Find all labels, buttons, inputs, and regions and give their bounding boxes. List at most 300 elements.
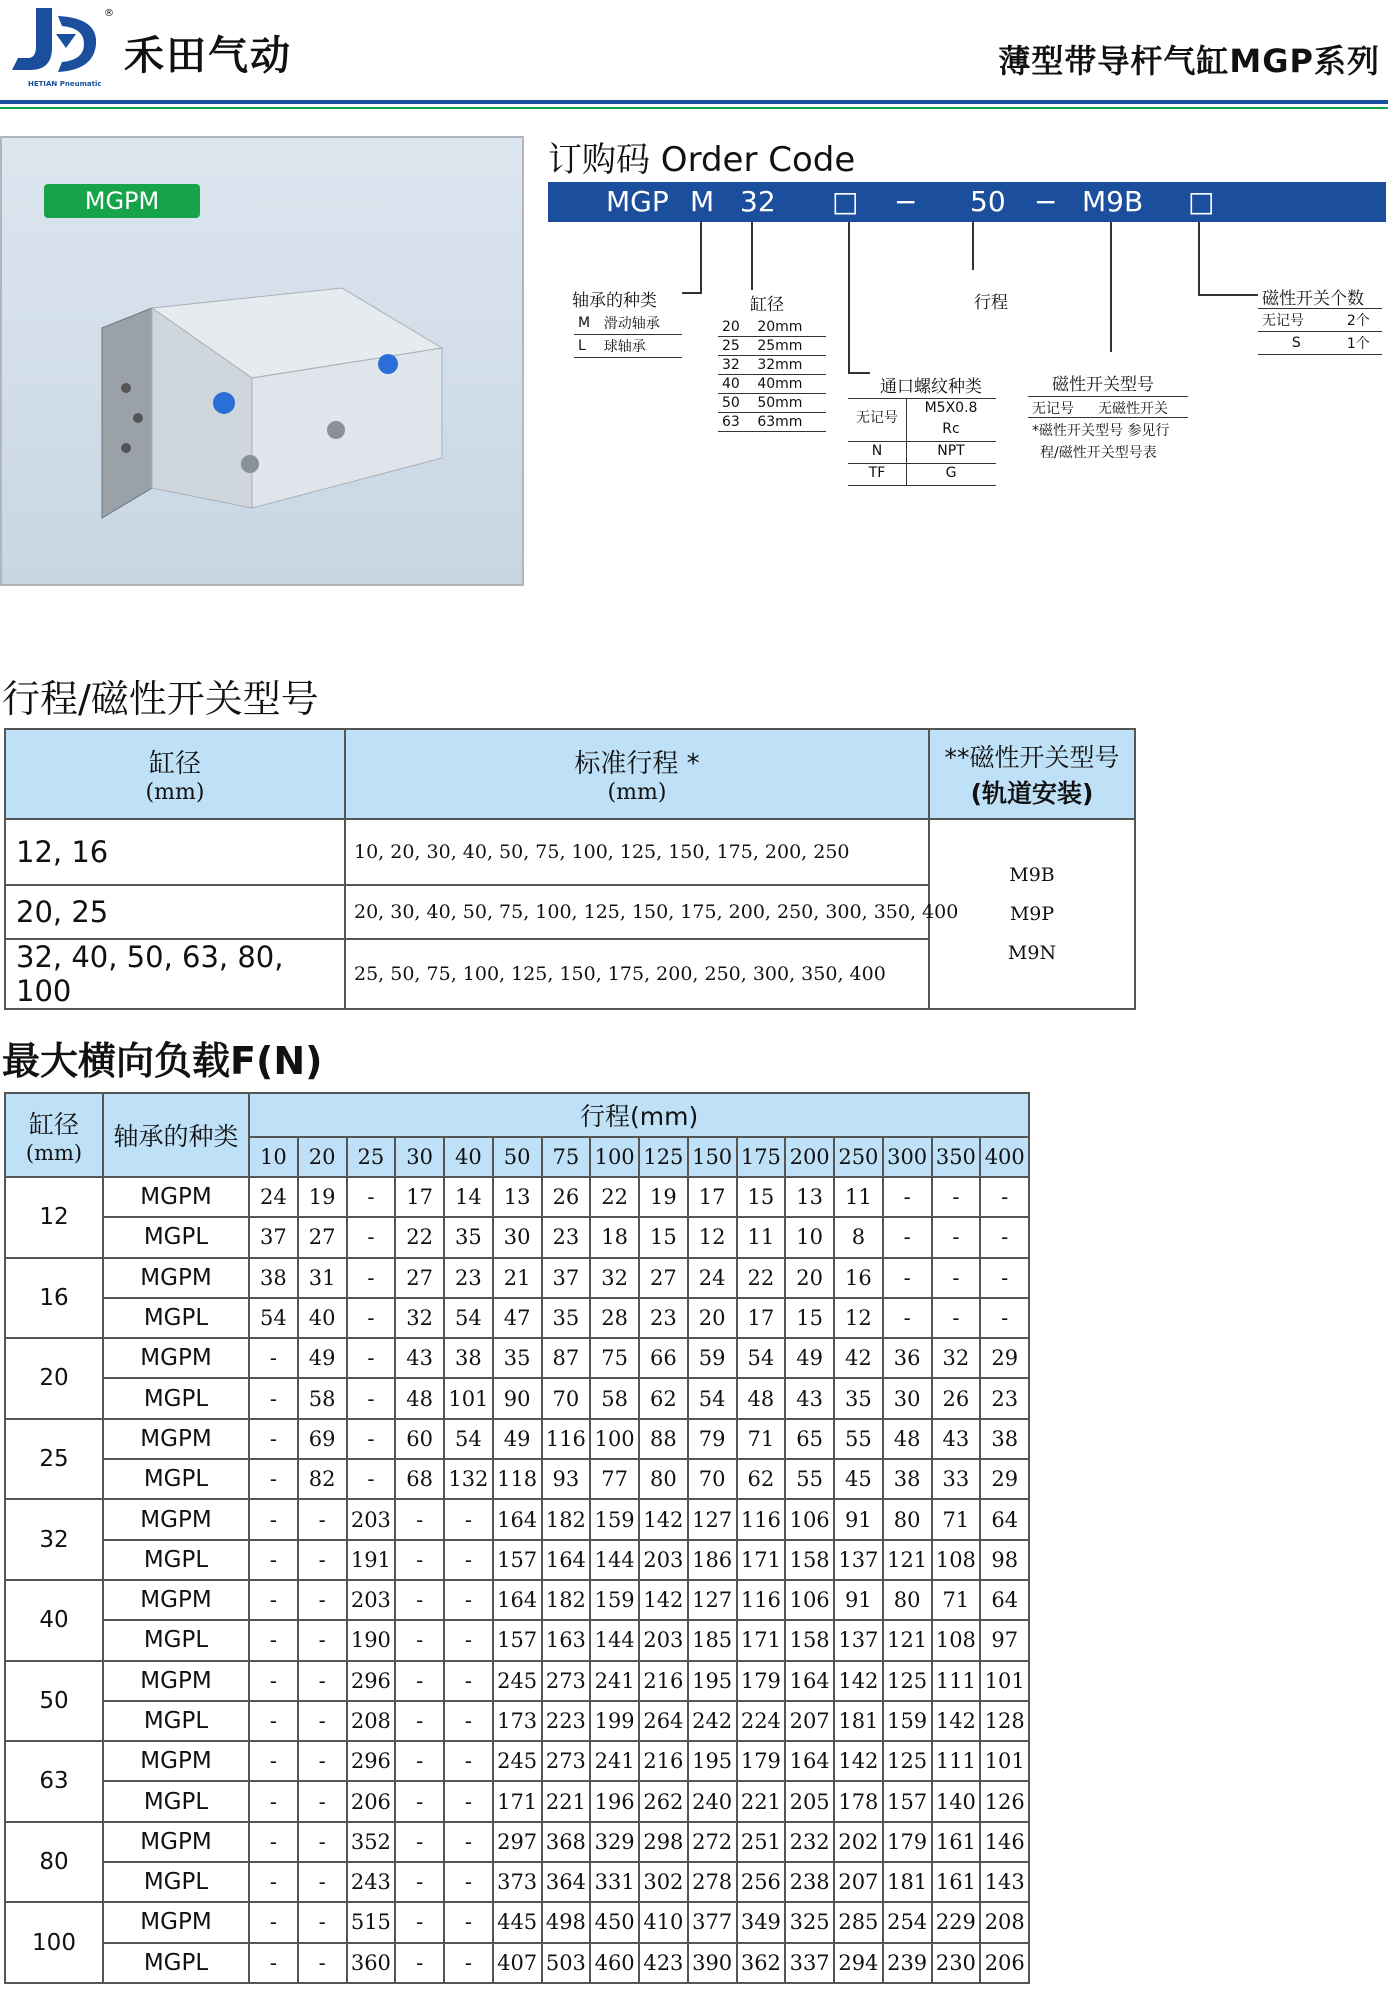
load-value: - [932,1217,981,1257]
port-code: TF [868,465,886,481]
load-bore: 63 [5,1741,103,1822]
load-bearing-type: MGPM [103,1580,249,1620]
load-value: 503 [542,1943,591,1983]
port-thread-value: Rc [942,421,960,437]
load-value: 37 [249,1217,298,1257]
table-row [5,1258,1029,1298]
load-bearing-type: MGPL [103,1298,249,1338]
load-value: 190 [347,1620,396,1660]
bore-code: 20 [718,318,753,337]
load-value: 240 [688,1781,737,1821]
table-row [5,1378,1029,1418]
load-value: 285 [834,1902,883,1942]
load-value: 242 [688,1701,737,1741]
load-value: 32 [395,1298,444,1338]
load-value: 118 [493,1459,542,1499]
hetian-logo-icon [6,4,106,84]
bore-value: 20mm [753,318,826,337]
load-value: 173 [493,1701,542,1741]
load-value: 182 [542,1499,591,1539]
load-value: 16 [834,1258,883,1298]
load-value: 100 [590,1419,639,1459]
port-rule [848,441,996,442]
load-value: - [298,1781,347,1821]
load-bore: 80 [5,1822,103,1903]
load-value: 29 [980,1459,1029,1499]
brand-english-name: HETIAN Pneumatic [28,80,102,88]
load-value: - [249,1781,298,1821]
load-value: - [444,1822,493,1862]
load-stroke-value: 350 [932,1137,981,1177]
load-value: - [249,1822,298,1862]
load-value: 410 [639,1902,688,1942]
load-value: 157 [493,1620,542,1660]
load-value: 55 [834,1419,883,1459]
load-value: - [980,1177,1029,1217]
bearing-code: L [574,335,600,358]
load-head-bore [5,1093,103,1177]
table-row [5,1620,1029,1660]
load-value: 38 [249,1258,298,1298]
load-value: - [395,1822,444,1862]
load-bearing-type: MGPM [103,1338,249,1378]
load-stroke-value: 400 [980,1137,1029,1177]
load-bore: 50 [5,1661,103,1742]
load-value: 27 [298,1217,347,1257]
load-value: 251 [737,1822,786,1862]
load-value: 254 [883,1902,932,1942]
load-value: - [249,1943,298,1983]
load-value: - [298,1540,347,1580]
stroke-row-values: 20, 30, 40, 50, 75, 100, 125, 150, 175, 200, 250, 300, 350, 400 [345,885,929,939]
load-value: 195 [688,1661,737,1701]
load-value: 203 [639,1620,688,1660]
code-switch-count: □ [1188,185,1215,218]
port-rule [848,485,996,486]
port-code: N [871,443,883,459]
count-value: 1个 [1335,332,1382,355]
load-value: 32 [932,1338,981,1378]
table-row [5,1902,1029,1942]
load-value: 157 [883,1781,932,1821]
load-value: 294 [834,1943,883,1983]
load-value: 216 [639,1661,688,1701]
load-value: 142 [639,1499,688,1539]
load-section-title: 最大横向负载F(N) [2,1039,323,1083]
load-value: 181 [834,1701,883,1741]
load-stroke-value: 300 [883,1137,932,1177]
load-value: 296 [347,1661,396,1701]
load-value: 390 [688,1943,737,1983]
load-value: - [347,1177,396,1217]
load-bearing-type: MGPM [103,1822,249,1862]
switch-count-table [1258,308,1382,355]
load-stroke-value: 250 [834,1137,883,1177]
load-value: 29 [980,1338,1029,1378]
load-bearing-type: MGPL [103,1943,249,1983]
leader-stroke [972,222,974,270]
load-value: 121 [883,1620,932,1660]
load-value: 35 [542,1298,591,1338]
load-value: 207 [834,1862,883,1902]
load-value: - [444,1580,493,1620]
load-value: 186 [688,1540,737,1580]
load-bearing-type: MGPM [103,1661,249,1701]
load-value: - [298,1499,347,1539]
load-value: 232 [785,1822,834,1862]
load-value: 93 [542,1459,591,1499]
load-stroke-value: 100 [590,1137,639,1177]
load-value: 43 [932,1419,981,1459]
stroke-row-bore: 32, 40, 50, 63, 80, 100 [5,939,345,1009]
load-value: 108 [932,1540,981,1580]
load-value: - [395,1943,444,1983]
load-value: - [347,1338,396,1378]
load-value: 35 [493,1338,542,1378]
load-value: - [395,1661,444,1701]
load-value: 164 [542,1540,591,1580]
leader-count [1198,222,1200,294]
load-value: 77 [590,1459,639,1499]
load-value: 106 [785,1580,834,1620]
load-bore: 12 [5,1177,103,1258]
bearing-type-table [574,312,682,358]
load-value: 70 [688,1459,737,1499]
load-value: 45 [834,1459,883,1499]
load-stroke-value: 150 [688,1137,737,1177]
load-value: 368 [542,1822,591,1862]
load-value: 8 [834,1217,883,1257]
order-code-title: 订购码 Order Code [548,140,856,180]
load-header-row [5,1093,1029,1137]
stroke-row-bore: 20, 25 [5,885,345,939]
load-value: 171 [493,1781,542,1821]
bore-code: 63 [718,413,753,432]
load-value: 111 [932,1741,981,1781]
load-value: 199 [590,1701,639,1741]
load-value: - [980,1298,1029,1338]
stroke-row-bore: 12, 16 [5,819,345,885]
load-value: 11 [737,1217,786,1257]
switch-none-desc: 无磁性开关 [1098,401,1168,417]
load-bearing-type: MGPL [103,1378,249,1418]
load-stroke-value: 25 [347,1137,396,1177]
load-value: - [249,1620,298,1660]
code-port-thread: □ [832,185,859,218]
load-bore: 16 [5,1258,103,1339]
load-value: 206 [980,1943,1029,1983]
stroke-switch-table [4,728,1136,1010]
code-bearing: M [690,185,715,218]
load-value: 128 [980,1701,1029,1741]
load-value: - [249,1378,298,1418]
load-value: - [298,1701,347,1741]
table-row [5,1943,1029,1983]
load-value: 224 [737,1701,786,1741]
load-value: - [395,1620,444,1660]
load-value: - [883,1177,932,1217]
load-value: 23 [444,1258,493,1298]
load-value: 35 [834,1378,883,1418]
load-value: 159 [590,1499,639,1539]
load-value: 273 [542,1741,591,1781]
load-value: 59 [688,1338,737,1378]
load-value: 146 [980,1822,1029,1862]
bore-code: 32 [718,356,753,375]
load-value: 23 [542,1217,591,1257]
stroke-row-values: 25, 50, 75, 100, 125, 150, 175, 200, 250, 300, 350, 400 [345,939,929,1009]
stroke-label: 行程 [974,293,1008,313]
stroke-head-bore-unit: (mm) [145,780,205,805]
load-value: 302 [639,1862,688,1902]
load-value: - [980,1217,1029,1257]
load-value: 423 [639,1943,688,1983]
load-value: 161 [932,1822,981,1862]
load-value: 55 [785,1459,834,1499]
load-value: 159 [883,1701,932,1741]
load-value: - [444,1620,493,1660]
load-value: 38 [444,1338,493,1378]
load-value: 221 [542,1781,591,1821]
load-value: 298 [639,1822,688,1862]
load-value: 121 [883,1540,932,1580]
load-value: 15 [785,1298,834,1338]
load-value: - [249,1862,298,1902]
load-value: 329 [590,1822,639,1862]
load-bore: 20 [5,1338,103,1419]
load-value: 43 [785,1378,834,1418]
load-value: 360 [347,1943,396,1983]
load-value: 15 [737,1177,786,1217]
load-value: 208 [980,1902,1029,1942]
load-value: 101 [980,1741,1029,1781]
load-value: 196 [590,1781,639,1821]
leader-bearing [700,222,702,292]
load-value: - [395,1499,444,1539]
load-value: 38 [980,1419,1029,1459]
load-value: 191 [347,1540,396,1580]
load-value: 498 [542,1902,591,1942]
stroke-head-stroke-unit: (mm) [607,780,667,805]
load-value: 142 [639,1580,688,1620]
load-value: - [444,1943,493,1983]
load-value: 337 [785,1943,834,1983]
load-value: 58 [298,1378,347,1418]
load-value: 43 [395,1338,444,1378]
product-photo [0,136,524,586]
load-value: 181 [883,1862,932,1902]
table-row [5,1822,1029,1862]
load-bearing-type: MGPM [103,1419,249,1459]
load-value: 171 [737,1620,786,1660]
load-value: - [980,1258,1029,1298]
load-value: - [298,1862,347,1902]
bore-code: 50 [718,394,753,413]
load-value: 80 [639,1459,688,1499]
load-value: - [249,1338,298,1378]
load-value: - [395,1862,444,1902]
load-value: - [347,1459,396,1499]
load-value: 296 [347,1741,396,1781]
port-thread-table [848,398,996,485]
load-value: 216 [639,1741,688,1781]
load-value: 116 [542,1419,591,1459]
load-head-stroke: 行程(mm) [249,1093,1029,1137]
load-value: - [249,1499,298,1539]
load-value: 49 [493,1419,542,1459]
load-value: 137 [834,1620,883,1660]
stroke-head-stroke-label: 标准行程 * [574,749,700,779]
load-value: 62 [639,1378,688,1418]
load-value: 106 [785,1499,834,1539]
load-value: - [347,1217,396,1257]
lateral-load-table [4,1092,1030,1984]
load-bore: 32 [5,1499,103,1580]
table-row [5,1701,1029,1741]
load-value: 87 [542,1338,591,1378]
product-model-badge: MGPM [44,184,200,218]
load-value: 241 [590,1741,639,1781]
load-value: 127 [688,1499,737,1539]
code-switch-model: M9B [1082,185,1144,218]
load-value: 82 [298,1459,347,1499]
load-value: 30 [493,1217,542,1257]
load-value: 273 [542,1661,591,1701]
load-value: - [444,1499,493,1539]
load-value: 377 [688,1902,737,1942]
load-value: 195 [688,1741,737,1781]
load-stroke-value: 200 [785,1137,834,1177]
load-value: 54 [444,1419,493,1459]
load-value: 132 [444,1459,493,1499]
load-value: 223 [542,1701,591,1741]
load-value: 42 [834,1338,883,1378]
load-value: 36 [883,1338,932,1378]
load-value: 179 [883,1822,932,1862]
load-value: 79 [688,1419,737,1459]
load-value: 68 [395,1459,444,1499]
load-value: 10 [785,1217,834,1257]
load-value: - [298,1661,347,1701]
load-value: 362 [737,1943,786,1983]
table-row [5,1862,1029,1902]
switch-model: M9N [1007,941,1057,964]
load-value: 349 [737,1902,786,1942]
load-value: - [395,1580,444,1620]
switch-note-line1: *磁性开关型号 参见行 [1032,423,1170,439]
load-value: 64 [980,1499,1029,1539]
load-value: 101 [980,1661,1029,1701]
load-value: 158 [785,1540,834,1580]
load-head-bore-label: 缸径 [28,1110,79,1139]
load-value: 17 [737,1298,786,1338]
load-value: 22 [590,1177,639,1217]
bearing-desc: 滑动轴承 [600,312,682,335]
load-value: 71 [932,1499,981,1539]
load-value: 35 [444,1217,493,1257]
load-value: 161 [932,1862,981,1902]
bore-table [718,318,826,432]
load-value: - [883,1217,932,1257]
load-value: 352 [347,1822,396,1862]
load-value: 32 [590,1258,639,1298]
load-value: - [249,1902,298,1942]
load-value: 49 [785,1338,834,1378]
load-value: 140 [932,1781,981,1821]
load-value: 23 [639,1298,688,1338]
load-value: 12 [688,1217,737,1257]
load-value: - [298,1580,347,1620]
load-value: 297 [493,1822,542,1862]
table-row [5,1741,1029,1781]
load-value: 38 [883,1459,932,1499]
load-value: 90 [493,1378,542,1418]
load-stroke-value: 10 [249,1137,298,1177]
load-value: 116 [737,1580,786,1620]
bore-value: 50mm [753,394,826,413]
load-value: 203 [347,1580,396,1620]
load-value: - [249,1701,298,1741]
stroke-head-bore [5,729,345,819]
load-value: 27 [639,1258,688,1298]
stroke-head-switch-label: **磁性开关型号 [944,743,1120,772]
load-value: 88 [639,1419,688,1459]
load-value: 182 [542,1580,591,1620]
load-value: - [395,1902,444,1942]
load-stroke-value: 175 [737,1137,786,1177]
load-value: 54 [444,1298,493,1338]
switch-note-line2: 程/磁性开关型号表 [1040,445,1157,461]
load-value: 19 [639,1177,688,1217]
load-value: 126 [980,1781,1029,1821]
load-value: 40 [298,1298,347,1338]
table-row [5,1298,1029,1338]
load-value: 24 [249,1177,298,1217]
leader-switch [1110,222,1112,352]
load-value: 13 [785,1177,834,1217]
load-value: 26 [542,1177,591,1217]
load-value: - [347,1378,396,1418]
load-value: 71 [932,1580,981,1620]
load-value: 230 [932,1943,981,1983]
load-value: - [249,1741,298,1781]
switch-model-label: 磁性开关型号 [1052,375,1154,395]
load-value: - [298,1620,347,1660]
stroke-switch-models [929,819,1135,1009]
load-value: 373 [493,1862,542,1902]
series-title: 薄型带导杆气缸MGP系列 [998,42,1380,80]
load-value: 75 [590,1338,639,1378]
registered-mark: ® [104,8,114,19]
load-value: 80 [883,1580,932,1620]
code-series: MGP [606,185,669,218]
load-value: 65 [785,1419,834,1459]
port-rule [848,463,996,464]
load-stroke-value: 20 [298,1137,347,1177]
load-value: 142 [834,1661,883,1701]
load-value: 171 [737,1540,786,1580]
load-value: 26 [932,1378,981,1418]
load-value: 17 [688,1177,737,1217]
load-value: 143 [980,1862,1029,1902]
load-value: 18 [590,1217,639,1257]
load-value: 179 [737,1661,786,1701]
load-stroke-value: 40 [444,1137,493,1177]
load-value: 101 [444,1378,493,1418]
order-code-bar [548,182,1386,222]
port-thread-label: 通口螺纹种类 [880,377,982,397]
stroke-row-values: 10, 20, 30, 40, 50, 75, 100, 125, 150, 175, 200, 250 [345,819,929,885]
